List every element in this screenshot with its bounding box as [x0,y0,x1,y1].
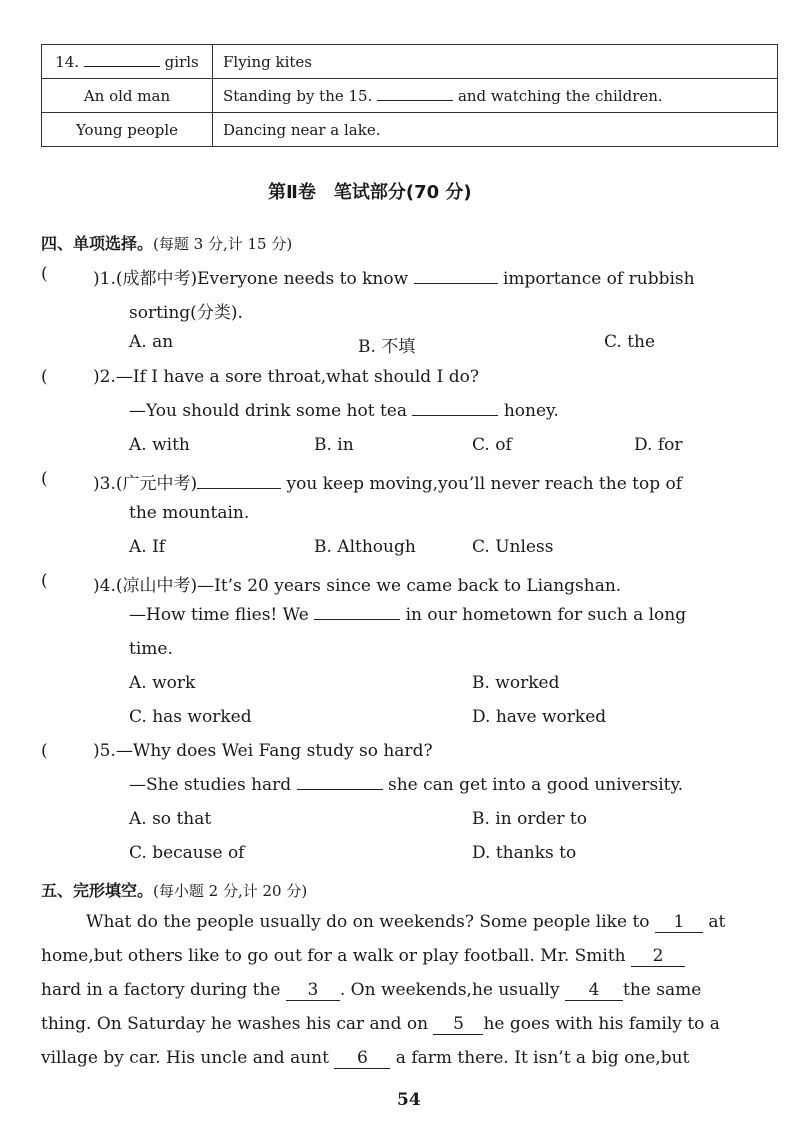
answer-blank[interactable] [412,401,498,416]
question-text: she can get into a good university. [387,775,684,795]
question-text: —Why does Wei Fang study so hard? [115,741,433,761]
cloze-blank[interactable]: 3 [286,980,340,1001]
cell-text: Standing by the 15. [223,87,373,105]
table-row [42,79,778,113]
passage-text: he goes with his family to a [483,1014,720,1034]
answer-blank-15[interactable] [377,86,453,101]
q3-paren: ( [41,469,48,489]
option-b: B. in order to [472,809,587,829]
option-d: D. for [634,435,683,455]
answer-blank[interactable] [314,605,400,620]
q1-line1 [93,264,695,289]
question-text: —If I have a sore throat,what should I do? [115,367,479,387]
section-title: 五、完形填空。 [41,881,154,900]
q3-line2: the mountain. [129,503,250,523]
question-number: 14. [55,53,80,71]
option-b: B. worked [472,673,560,693]
question-source: (广元中考) [115,474,198,494]
cloze-blank[interactable]: 2 [631,946,685,967]
question-text: honey. [503,401,559,421]
option-a: A. If [129,537,166,557]
q4-line1 [93,571,621,596]
question-text: —You should drink some hot tea [129,401,408,421]
option-a: A. work [129,673,196,693]
table-cell [213,45,778,79]
question-text: —It’s 20 years since we came back to Liangshan. [197,576,622,596]
part-title: 第Ⅱ卷 笔试部分(70 分) [268,182,472,203]
table-row [42,113,778,147]
q5-line1 [93,741,433,761]
question-text: Everyone needs to know [197,269,409,289]
option-a: A. an [129,332,174,352]
passage-text: . On weekends,he usually [339,980,560,1000]
option-a: A. with [129,435,190,455]
option-d: D. thanks to [472,843,577,863]
table-cell [42,45,213,79]
question-text: —She studies hard [129,775,292,795]
table-cell [213,79,778,113]
option-c: C. Unless [472,537,554,557]
answer-blank[interactable] [297,775,383,790]
passage-text: thing. On Saturday he washes his car and on [41,1014,429,1034]
option-c: C. of [472,435,512,455]
question-source: (成都中考) [115,269,198,289]
option-b: B. in [314,435,354,455]
cell-text: An old man [83,86,171,105]
section-note: (每题 3 分,计 15 分) [153,235,293,253]
q4-line2 [129,605,686,625]
table-row [42,45,778,79]
option-c: C. because of [129,843,245,863]
table-cell [42,113,213,147]
question-number: )1. [93,269,116,289]
option-b: B. Although [314,537,416,557]
section-note: (每小题 2 分,计 20 分) [153,882,308,900]
q5-line2 [129,775,683,795]
q4-line3: time. [129,639,173,659]
q4-paren: ( [41,571,48,591]
cell-text: Flying kites [223,52,312,71]
question-text: in our hometown for such a long [405,605,687,625]
cloze-blank[interactable]: 5 [433,1014,483,1035]
cloze-blank[interactable]: 1 [655,912,703,933]
question-number: )2. [93,367,116,387]
passage-text: a farm there. It isn’t a big one,but [395,1048,690,1068]
q3-line1 [93,469,682,494]
passage-text: the same [623,980,702,1000]
table-cell [42,79,213,113]
passage-line [86,912,725,933]
option-b: B. 不填 [358,337,416,357]
answer-blank[interactable] [414,269,498,284]
question-number: )4. [93,576,116,596]
cell-text: and watching the children. [457,87,663,105]
cloze-blank[interactable]: 4 [565,980,623,1001]
question-text: importance of rubbish [502,269,695,289]
answer-blank[interactable] [197,474,281,489]
question-source: (凉山中考) [115,576,198,596]
q2-line1 [93,367,479,387]
cell-text: Dancing near a lake. [223,120,381,139]
passage-text: home,but others like to go out for a walk or play football. Mr. Smith [41,946,626,966]
page-number: 54 [397,1090,421,1110]
passage-text: What do the people usually do on weekends? Some people like to [86,912,650,932]
q1-line2: sorting(分类). [129,303,243,323]
passage-line [41,1048,689,1069]
cloze-blank[interactable]: 6 [334,1048,390,1069]
q5-paren: ( [41,741,48,761]
passage-line [41,946,685,967]
passage-line [41,1014,720,1035]
q2-paren: ( [41,367,48,387]
passage-text: at [708,912,726,932]
answer-blank-14[interactable] [84,52,160,67]
cell-text: girls [164,53,199,71]
section-heading [41,878,307,901]
table-cell [213,113,778,147]
section-heading [41,231,292,254]
option-d: D. have worked [472,707,607,727]
section-title: 四、单项选择。 [41,234,154,253]
question-number: )5. [93,741,116,761]
passage-text: hard in a factory during the [41,980,281,1000]
question-text: —How time flies! We [129,605,309,625]
option-a: A. so that [129,809,212,829]
passage-text: village by car. His uncle and aunt [41,1048,329,1068]
q2-line2 [129,401,559,421]
cell-text: Young people [75,120,179,139]
option-c: C. has worked [129,707,252,727]
question-number: )3. [93,474,116,494]
option-c: C. the [604,332,656,352]
q1-paren: ( [41,264,48,284]
question-text: you keep moving,you’ll never reach the top of [286,474,683,494]
info-table [41,44,778,147]
passage-line [41,980,701,1001]
